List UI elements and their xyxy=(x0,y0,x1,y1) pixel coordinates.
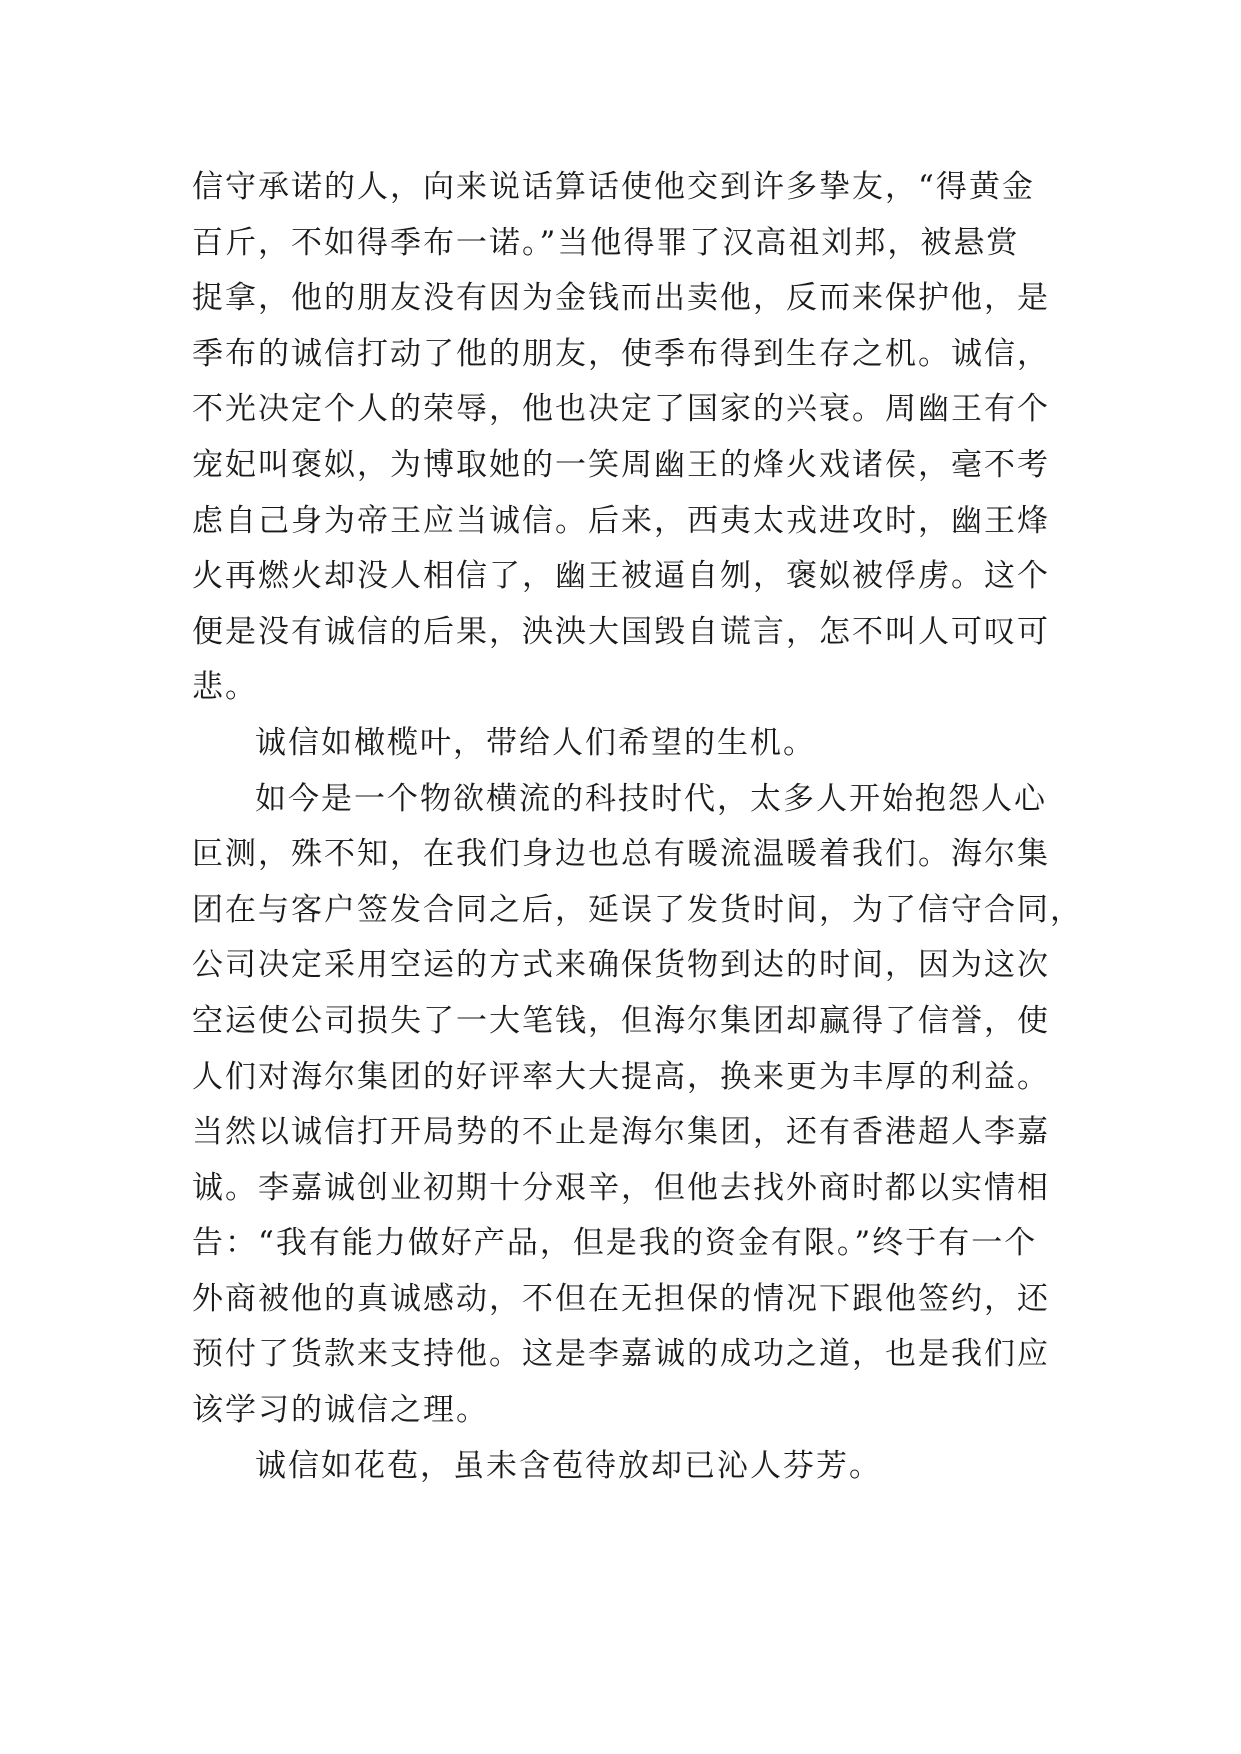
paragraph-ji-bu xyxy=(192,160,1072,716)
text-line: 捉拿，他的朋友没有因为金钱而出卖他，反而来保护他，是 xyxy=(192,280,1050,317)
text-line: 诚信如花苞，虽未含苞待放却已沁人芬芳。 xyxy=(255,1447,882,1484)
text-line: 该学习的诚信之理。 xyxy=(192,1392,489,1429)
paragraph-haier-li-ka-shing xyxy=(192,772,1083,1439)
text-line: 空运使公司损失了一大笔钱，但海尔集团却赢得了信誉，使 xyxy=(192,1002,1050,1039)
paragraph-flower-bud xyxy=(192,1439,1072,1495)
text-line: 诚。李嘉诚创业初期十分艰辛，但他去找外商时都以实情相 xyxy=(192,1169,1050,1206)
text-line: 不光决定个人的荣辱，他也决定了国家的兴衰。周幽王有个 xyxy=(192,391,1050,428)
text-line: 团在与客户签发合同之后，延误了发货时间，为了信守合同， xyxy=(192,891,1083,928)
text-line: 公司决定采用空运的方式来确保货物到达的时间，因为这次 xyxy=(192,947,1050,984)
text-line: 悲。 xyxy=(192,669,258,706)
text-line: 火再燃火却没人相信了，幽王被逼自刎，褒姒被俘虏。这个 xyxy=(192,558,1050,595)
paragraph-olive-leaf xyxy=(192,716,1072,772)
text-line: 宠妃叫褒姒，为博取她的一笑周幽王的烽火戏诸侯，毫不考 xyxy=(192,446,1050,483)
text-line: 外商被他的真诚感动，不但在无担保的情况下跟他签约，还 xyxy=(192,1280,1050,1317)
text-line: 虑自己身为帝王应当诚信。后来，西夷太戎进攻时，幽王烽 xyxy=(192,502,1050,539)
text-line: 如今是一个物欲横流的科技时代，太多人开始抱怨人心 xyxy=(255,780,1047,817)
text-line: 告：“我有能力做好产品，但是我的资金有限。”终于有一个 xyxy=(192,1225,1038,1262)
text-line: 当然以诚信打开局势的不止是海尔集团，还有香港超人李嘉 xyxy=(192,1114,1050,1151)
text-line: 季布的诚信打动了他的朋友，使季布得到生存之机。诚信， xyxy=(192,335,1050,372)
body-text xyxy=(192,160,1083,1494)
text-line: 百斤，不如得季布一诺。”当他得罪了汉高祖刘邦，被悬赏 xyxy=(192,224,1020,261)
text-line: 叵测，殊不知，在我们身边也总有暖流温暖着我们。海尔集 xyxy=(192,836,1050,873)
text-line: 预付了货款来支持他。这是李嘉诚的成功之道，也是我们应 xyxy=(192,1336,1050,1373)
text-line: 便是没有诚信的后果，泱泱大国毁自谎言，怎不叫人可叹可 xyxy=(192,613,1050,650)
text-line: 诚信如橄榄叶，带给人们希望的生机。 xyxy=(255,724,816,761)
text-line: 信守承诺的人，向来说话算话使他交到许多挚友，“得黄金 xyxy=(192,169,1035,205)
text-line: 人们对海尔集团的好评率大大提高，换来更为丰厚的利益。 xyxy=(192,1058,1050,1095)
